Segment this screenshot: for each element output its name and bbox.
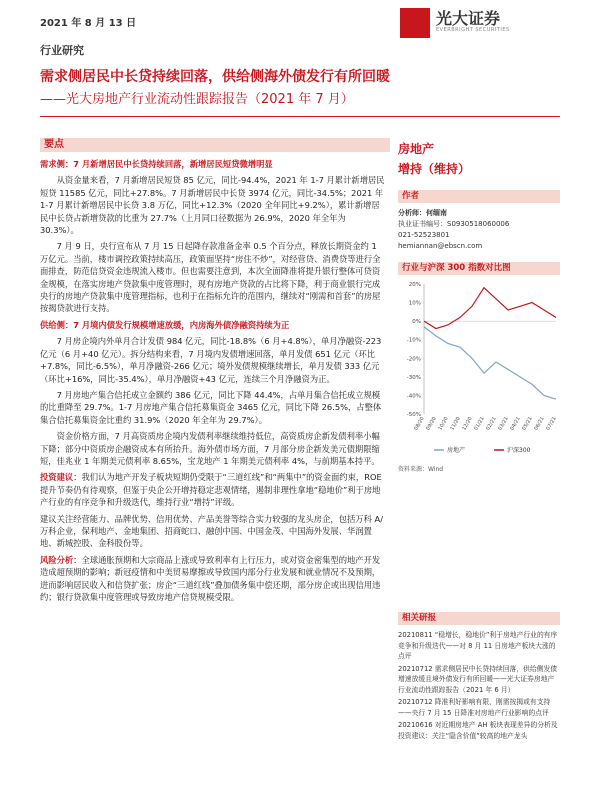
- supply-paragraph-2: 7 月房地产集合信托成立金额约 386 亿元，同比下降 44.4%，占单月集合信托成立规模的比重降至 29.7%。1-7 月房地产集合信托募集资金 3465 亿元，同比下降 26.5%，占整体集合信托募集资金比重约 31.9%（2020 年全年为 29.7%）。: [40, 389, 382, 425]
- y-tick-label: -20%: [406, 356, 421, 363]
- x-tick-label: 06/21: [533, 416, 546, 432]
- supply-heading: 供给侧：7 月境内债发行规模增速放缓，内房海外债净融资持续为正: [40, 319, 290, 330]
- analyst-name: 分析师：何缅南: [398, 209, 447, 217]
- report-title: 需求侧居民中长贷持续回落，供给侧海外债发行有所回暖: [40, 69, 390, 85]
- related-report-item[interactable]: 20210616 对近期房地产 AH 板块表现差异的分析及投资建议：关注“隐含价值”较高的地产龙头: [398, 721, 558, 740]
- demand-heading: 需求侧：7 月新增居民中长贷持续回落，新增居民短贷微增明显: [40, 159, 273, 169]
- risk-analysis: [40, 554, 386, 604]
- related-section-head: [398, 612, 560, 625]
- industry-name: 房地产: [398, 142, 435, 156]
- demand-paragraph-2: 7 月 9 日，央行宣布从 7 月 15 日起降存款准备金率 0.5 个百分点，释放长期资金约 1 万亿元。当前，楼市调控政策持续高压，政策面坚持“房住不炒”，对经营贷、消费贷等进行全面排查，防范信贷资金违规流入楼市。但也需要注意到，本次全面降准将提升银行整体可贷资金规模，在落实房地产贷款集中度管理时，现有房地产贷款的占比将下降，利于商业银行完成央行的房地产贷款集中度管理指标，也利于在指标允许的范围内，继续对“刚需和首套”的房屋按揭贷款进行支持。: [40, 241, 381, 314]
- main-body: [40, 158, 386, 607]
- investment-advice: [40, 471, 386, 508]
- x-tick-label: 02/21: [485, 416, 498, 432]
- series-line-csi300: [424, 288, 556, 329]
- x-tick-label: 12/20: [461, 416, 474, 432]
- author-label: 作者: [402, 191, 420, 201]
- y-tick-label: -30%: [406, 374, 421, 381]
- recommendation-text: 建议关注经营能力、品牌优势、信用优势、产品美誉等综合实力较强的龙头房企，包括万科 A/万科企业，保利地产、金地集团、招商蛇口、融创中国、中国金茂、中国海外发展、华润置地、新城控股、金科股份等。: [40, 513, 383, 549]
- author-info: [398, 208, 509, 252]
- chart-section-head: [398, 262, 560, 275]
- x-tick-label: 07/21: [545, 416, 558, 432]
- report-subtitle: ——光大房地产行业流动性跟踪报告（2021 年 7 月）: [40, 92, 354, 107]
- logo: [400, 6, 560, 42]
- related-report-item[interactable]: 20210712 需求侧居民中长贷持续回落，供给侧发债增速放缓且境外债发行有所回暖——光大证券房地产行业流动性跟踪报告（2021 年 6 月）: [398, 664, 558, 694]
- title-divider: [40, 116, 560, 117]
- y-tick-label: 20%: [408, 282, 421, 288]
- key-points-bar: [40, 138, 390, 152]
- index-comparison-chart: [398, 278, 560, 458]
- related-report-item[interactable]: 20210712 降准利好影响有限，刚需按揭或有支持——央行 7 月 15 日降准对房地产行业影响的点评: [398, 698, 551, 717]
- supply-paragraph-3: 资金价格方面，7 月高资质房企境内发债利率继续维持低位，高资质房企新发债利率小幅下降；部分中资质房企融资成本有所抬升。海外债市场方面，7 月部分房企新发美元债期限缩短，佳兆业 1 年期美元债利率 8.65%，宝龙地产 1 年期美元债利率 4%，与前期基本持平。: [40, 431, 380, 466]
- author-phone: 021-52523801: [398, 231, 450, 239]
- x-tick-label: 04/21: [509, 416, 522, 432]
- legend-label: 房地产: [447, 447, 466, 454]
- y-tick-label: -50%: [406, 412, 421, 418]
- industry-rating: 增持（维持）: [398, 162, 471, 176]
- related-label: 相关研报: [402, 613, 437, 623]
- x-tick-label: 09/20: [425, 416, 438, 432]
- y-tick-label: 0%: [412, 319, 421, 326]
- key-points-label: 要点: [44, 139, 64, 150]
- chart-label: 行业与沪深 300 指数对比图: [402, 263, 511, 273]
- y-tick-label: 10%: [408, 300, 421, 307]
- risk-text: 全球通胀预期和大宗商品上涨或导致利率有上行压力，或对资金密集型的地产开发造成超预期的影响；新冠疫情和中美贸易摩擦或导致国内部分行业发展和就业情况不及预期，进而影响居民收入和信贷扩张；房企“三道红线”叠加债务集中偿还期，部分房企或出现信用违约；银行贷款集中度管理或导致房地产信贷规模受限。: [40, 554, 381, 602]
- x-tick-label: 05/21: [521, 416, 534, 432]
- author-section-head: [398, 190, 560, 203]
- series-line-real-estate: [424, 327, 556, 399]
- related-reports-list: [398, 630, 560, 743]
- author-email[interactable]: hemiannan@ebscn.com: [398, 242, 483, 250]
- legend-label: 沪深300: [507, 447, 531, 454]
- x-tick-label: 08/20: [413, 416, 426, 432]
- investment-label: 投资建议：: [40, 472, 82, 483]
- report-date: 2021 年 8 月 13 日: [40, 18, 137, 29]
- x-tick-label: 10/20: [437, 416, 450, 432]
- x-tick-label: 01/21: [473, 416, 486, 432]
- demand-paragraph-1: 从资金量来看，7 月新增居民短贷 85 亿元，同比-94.4%，2021 年 1-7 月累计新增居民短贷 11585 亿元，同比+27.8%。7 月新增居民中长贷 3974 亿元，同比-34.5%；2021 年 1-7 月累计新增居民中长贷 3.8 万亿，同比+12.3%（2020 全年同比+9.2%），累计新增居民中长贷占新增贷款的比重为 27.7%（上月同口径数据为 26.9%，2020 年全年为 30.3%）。: [40, 175, 385, 236]
- y-tick-label: -10%: [406, 337, 421, 344]
- related-report-item[interactable]: 20210811 “稳增长，稳地价”利于房地产行业的有序竞争和升级迭代——对 8 月 11 日房地产板块大涨的点评: [398, 631, 558, 660]
- license-number: 执业证书编号：S0930518060006: [398, 220, 510, 228]
- chart-source: 资料来源：Wind: [398, 466, 444, 473]
- investment-text: 我们认为地产开发子板块短期仍受限于“三道红线”和“两集中”的资金面约束，ROE 提升节奏仍有待观察，但鉴于央企公开增持稳定悲观情绪，遏制非理性拿地“稳地价”利于房地产行业的有序竞争和升级迭代，维持行业“增持”评级。: [40, 472, 382, 508]
- x-tick-label: 11/20: [449, 416, 462, 432]
- x-tick-label: 03/21: [497, 416, 510, 432]
- logo-text: 光大证券: [436, 9, 501, 28]
- risk-label: 风险分析：: [40, 554, 82, 565]
- report-category: 行业研究: [40, 44, 84, 57]
- logo-mark-icon: [400, 8, 430, 38]
- supply-paragraph-1: 7 月房企境内外单月合计发债 984 亿元，同比-18.8%（6 月+4.8%），单月净融资-223 亿元（6 月+40 亿元）。拆分结构来看，7 月境内发债增速回落，单月发债 651 亿元（环比+7.8%，同比-6.5%），单月净融资-266 亿元；境外发债规模继续增长，单月发债 333 亿元（环比+16%，同比-35.4%），单月净融资+43 亿元，连续三个月净融资为正。: [40, 336, 382, 384]
- logo-sub: EVERBRIGHT SECURITIES: [436, 27, 510, 33]
- y-tick-label: -40%: [406, 393, 421, 400]
